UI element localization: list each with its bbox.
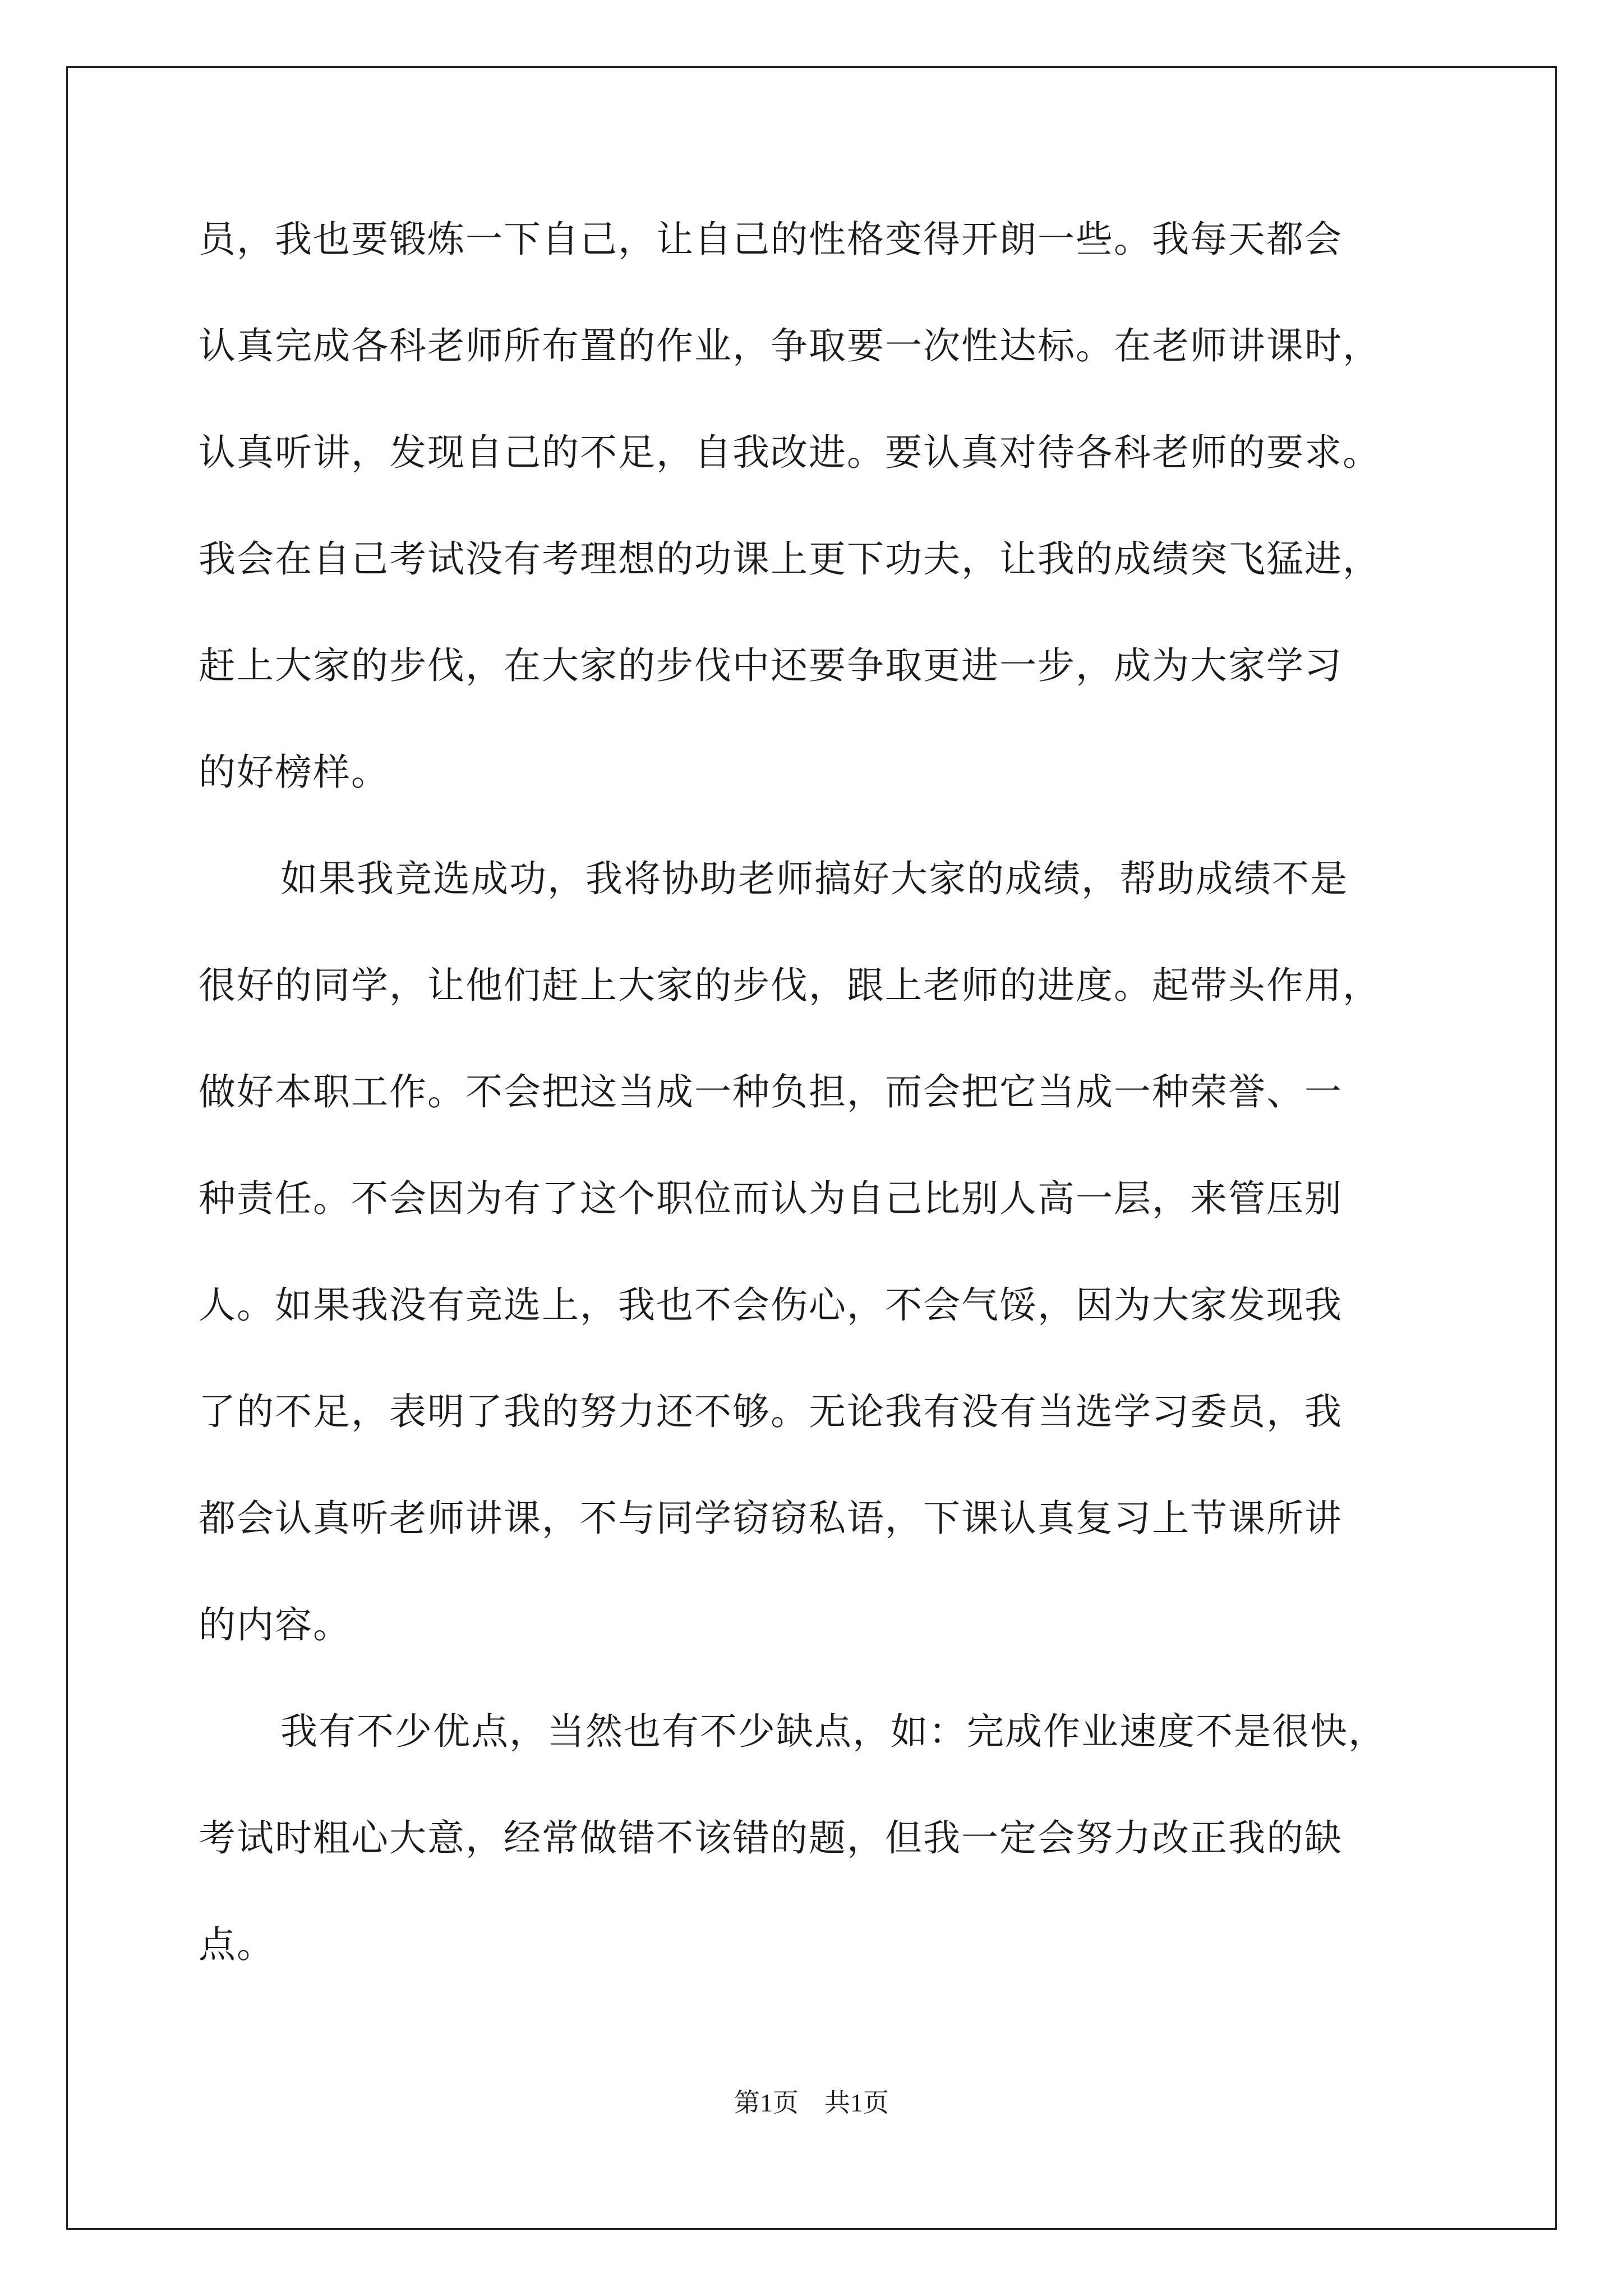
- text-line: 赶上大家的步伐，在大家的步伐中还要争取更进一步，成为大家学习: [199, 644, 1343, 687]
- page-number-footer: 第1页 共1页: [734, 2088, 889, 2117]
- document-body: [199, 209, 1432, 2021]
- paragraph-first-line: 我有不少优点，当然也有不少缺点，如：完成作业速度不是很快，: [280, 1710, 1386, 1753]
- text-line: 的内容。: [199, 1603, 351, 1646]
- text-line: 员，我也要锻炼一下自己，让自己的性格变得开朗一些。我每天都会: [199, 218, 1343, 261]
- text-line: 的好榜样。: [199, 751, 389, 794]
- text-line: 做好本职工作。不会把这当成一种负担，而会把它当成一种荣誉、一: [199, 1070, 1343, 1114]
- text-line: 种责任。不会因为有了这个职位而认为自己比别人高一层，来管压别: [199, 1177, 1343, 1220]
- paragraph-first-line: 如果我竞选成功，我将协助老师搞好大家的成绩，帮助成绩不是: [280, 857, 1348, 900]
- text-line: 了的不足，表明了我的努力还不够。无论我有没有当选学习委员，我: [199, 1390, 1343, 1433]
- text-line: 认真听讲，发现自己的不足，自我改进。要认真对待各科老师的要求。: [199, 431, 1381, 474]
- text-line: 都会认真听老师讲课，不与同学窃窃私语，下课认真复习上节课所讲: [199, 1497, 1343, 1540]
- text-line: 考试时粗心大意，经常做错不该错的题，但我一定会努力改正我的缺: [199, 1816, 1343, 1860]
- text-line: 认真完成各科老师所布置的作业，争取要一次性达标。在老师讲课时，: [199, 324, 1381, 367]
- text-line: 很好的同学，让他们赶上大家的步伐，跟上老师的进度。起带头作用，: [199, 964, 1381, 1007]
- text-line: 我会在自己考试没有考理想的功课上更下功夫，让我的成绩突飞猛进，: [199, 537, 1381, 581]
- text-line: 人。如果我没有竞选上，我也不会伤心，不会气馁，因为大家发现我: [199, 1283, 1343, 1327]
- text-line: 点。: [199, 1923, 275, 1966]
